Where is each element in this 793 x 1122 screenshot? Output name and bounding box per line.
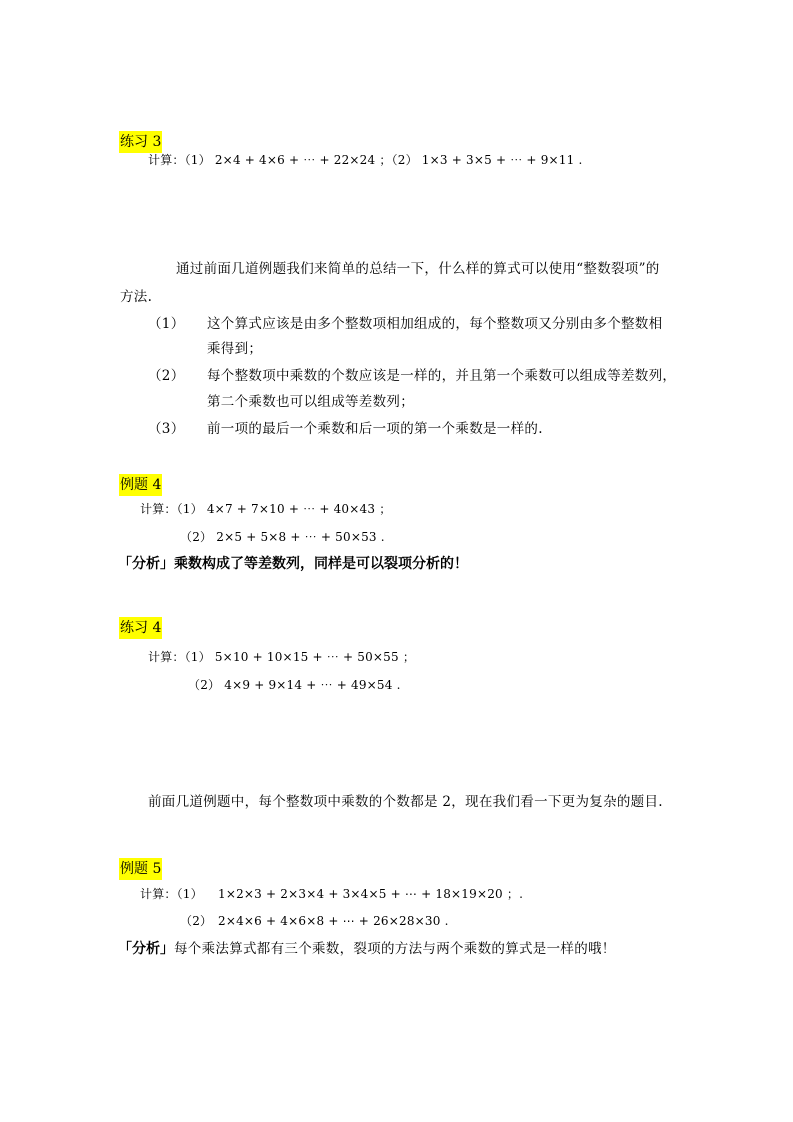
summary-item-2-line2: 第二个乘数也可以组成等差数列；	[207, 394, 414, 410]
summary-item-3-line1: 前一项的最后一个乘数和后一项的第一个乘数是一样的.	[207, 421, 543, 437]
summary-item-1-line2: 乘得到；	[207, 341, 263, 357]
example-5-label	[119, 858, 162, 880]
practice-4-problem-1: 计算：（1） 5×10 + 10×15 + ⋯ + 50×55 ；	[148, 650, 416, 664]
example-4-analysis: 「分析」乘数构成了等差数列，同样是可以裂项分析的！	[118, 556, 468, 572]
practice-3-problem: 计算：（1） 2×4 + 4×6 + ⋯ + 22×24 ；（2） 1×3 + 3×5 + ⋯ + 9×11 .	[148, 153, 583, 167]
analysis-tag: 「分析」	[118, 941, 174, 957]
summary-item-2-number: （2）	[148, 368, 185, 384]
example-4-problem-1: 计算：（1） 4×7 + 7×10 + ⋯ + 40×43 ；	[140, 502, 392, 516]
example-5-problem-1-expression: 1×2×3 + 2×3×4 + 3×4×5 + ⋯ + 18×19×20 ；.	[218, 887, 524, 901]
practice-4-label-text: 练习 4	[119, 617, 162, 639]
practice-4-label	[119, 617, 162, 639]
example-4-label	[119, 474, 162, 496]
practice-3-label	[119, 131, 162, 153]
summary-item-1-line1: 这个算式应该是由多个整数项相加组成的，每个整数项又分别由多个整数相	[207, 316, 663, 332]
transition-text: 前面几道例题中，每个整数项中乘数的个数都是 2，现在我们看一下更为复杂的题目.	[148, 794, 663, 810]
example-4-problem-2: （2） 2×5 + 5×8 + ⋯ + 50×53 .	[180, 530, 385, 544]
example-5-analysis	[118, 942, 616, 957]
example-5-label-text: 例题 5	[119, 858, 162, 880]
summary-intro-line2: 方法.	[120, 289, 153, 305]
practice-4-problem-2: （2） 4×9 + 9×14 + ⋯ + 49×54 .	[188, 678, 401, 692]
example-5-problem-2-expression: 2×4×6 + 4×6×8 + ⋯ + 26×28×30 .	[218, 914, 449, 928]
practice-3-label-text: 练习 3	[119, 131, 162, 153]
summary-item-3-number: （3）	[148, 421, 185, 437]
example-5-problem-1-prefix: 计算：（1）	[140, 887, 203, 901]
example-4-label-text: 例题 4	[119, 474, 162, 496]
example-5-problem-2-prefix: （2）	[180, 914, 213, 928]
analysis-text: 每个乘法算式都有三个乘数，裂项的方法与两个乘数的算式是一样的哦！	[174, 941, 616, 957]
summary-item-1-number: （1）	[148, 316, 185, 332]
summary-item-2-line1: 每个整数项中乘数的个数应该是一样的，并且第一个乘数可以组成等差数列，	[207, 368, 677, 384]
summary-intro-line1: 通过前面几道例题我们来简单的总结一下，什么样的算式可以使用“整数裂项”的	[176, 261, 660, 277]
